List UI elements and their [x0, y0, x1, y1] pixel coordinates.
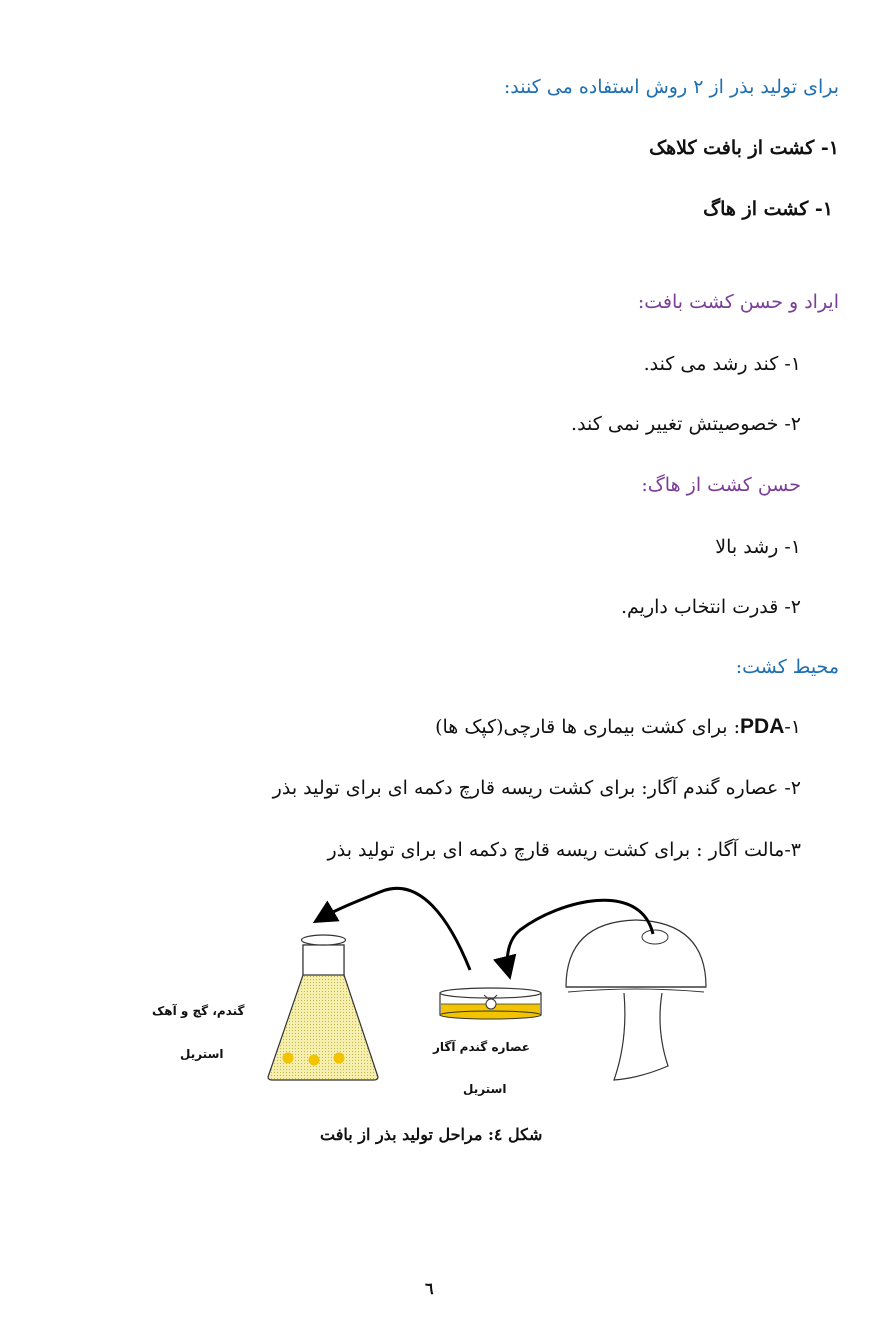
- flask-sterile-label: استریل: [180, 1047, 224, 1061]
- tissue-point-2: ۲- خصوصیتش تغییر نمی کند.: [571, 413, 801, 435]
- medium-item-1-number: ۱-: [784, 716, 801, 738]
- medium-item-1-text: : برای کشت بیماری ها قارچی(کپک ها): [435, 716, 741, 738]
- spore-point-1: ۱- رشد بالا: [715, 536, 801, 558]
- petri-dish: [440, 988, 541, 1019]
- heading-tissue: ایراد و حسن کشت بافت:: [637, 291, 839, 313]
- dish-label: عصاره گندم آگار: [433, 1040, 530, 1054]
- grain-dot: [283, 1053, 294, 1064]
- mushroom: [566, 920, 706, 1080]
- method-item-2: ۱- کشت از هاگ: [703, 198, 833, 220]
- spore-point-2: ۲- قدرت انتخاب داریم.: [620, 596, 801, 618]
- medium-item-2: ۲- عصاره گندم آگار: برای کشت ریسه قارچ دکمه ای برای تولید بذر: [272, 777, 801, 799]
- page-number: ٦: [425, 1279, 434, 1298]
- dish-sterile-label: استریل: [463, 1082, 507, 1096]
- heading-medium: محیط کشت:: [735, 656, 839, 678]
- method-item-1: ۱- کشت از بافت کلاهک: [649, 137, 839, 159]
- tissue-point-1: ۱- کند رشد می کند.: [643, 353, 801, 375]
- figure-caption: شکل ٤: مراحل تولید بذر از بافت: [320, 1125, 543, 1144]
- grain-dot: [334, 1053, 345, 1064]
- medium-item-3: ۳-مالت آگار : برای کشت ریسه قارچ دکمه ای برای تولید بذر: [327, 839, 801, 861]
- flask-label: گندم، گچ و آهک: [152, 1004, 245, 1018]
- grain-dot: [309, 1055, 320, 1066]
- heading-spore: حسن کشت از هاگ:: [641, 474, 801, 496]
- heading-methods: برای تولید بذر از ۲ روش استفاده می کنند:: [503, 76, 839, 98]
- erlenmeyer-flask: [268, 935, 378, 1080]
- medium-item-1-code: PDA: [740, 715, 785, 738]
